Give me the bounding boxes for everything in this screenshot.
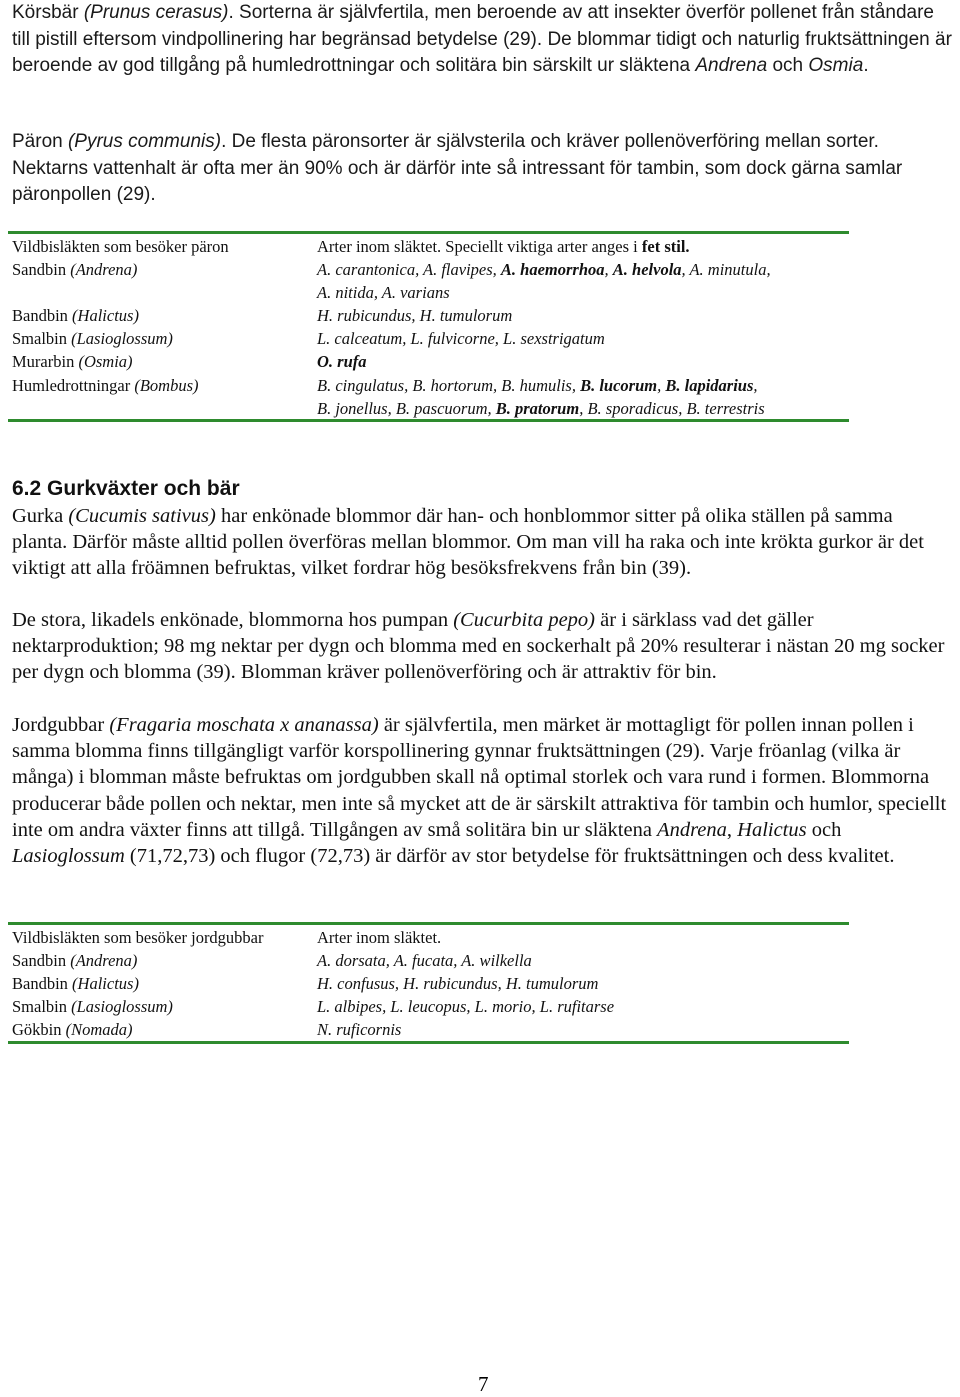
table-row	[8, 926, 848, 949]
text-run: (Nomada)	[65, 1020, 133, 1040]
text-run: har enkönade blommor där han- och honblommor sitter på olika ställen på samma planta. Därför måste alltid pollen överföras mellan blommor. Om man vill ha raka och inte krökta gurkor är det viktigt att alla fröämnen befruktas, vilket fordrar hög besöksfrekvens från bin (39).	[12, 505, 924, 580]
genus-cell	[8, 995, 313, 1018]
table-pear-bees	[8, 235, 848, 420]
species-cell	[313, 327, 848, 350]
text-run: B. jonellus, B. pascuorum,	[317, 398, 496, 418]
text-run: , B. sporadicus, B. terrestris	[579, 398, 765, 418]
table1-bottom-rule	[8, 419, 849, 422]
species-cell	[313, 995, 848, 1018]
text-run: B. lapidarius	[665, 375, 754, 395]
species-cell	[313, 281, 848, 304]
genus-cell	[8, 281, 313, 304]
text-run: Körsbär	[12, 2, 84, 23]
text-run: Sandbin	[12, 260, 71, 280]
text-run: B. pratorum	[495, 398, 580, 418]
section-heading	[12, 476, 952, 502]
text-run: är självfertila, men märket är mottagligt för pollen innan pollen i samma blomma finns tillgängligt varför korspollinering gynnar fruktsättningen (29). Varje fröanlag (vilka är många) i blomman måste befruktas om jordgubben skall nå optimal storlek och vara rund i formen. Blommorna producerar både pollen och nektar, men inte så mycket att de är särskilt attraktiva för tambin och humlor, speciellt inte om andra växter finns att tillgå. Tillgången av små solitära bin ur släktena	[12, 714, 947, 841]
text-run: .	[863, 55, 869, 76]
text-run: Sandbin	[12, 951, 71, 971]
section-number: 6.2	[12, 477, 42, 500]
species-cell	[313, 235, 848, 258]
table2-top-rule	[8, 922, 849, 925]
table-row	[8, 949, 848, 972]
table-row	[8, 327, 848, 350]
text-run: Jordgubbar	[12, 714, 110, 736]
text-run: Osmia	[808, 55, 864, 76]
text-run: Päron	[12, 131, 68, 152]
genus-cell	[8, 1018, 313, 1041]
text-run: (Lasioglossum)	[71, 329, 173, 349]
text-run: (Andrena)	[70, 951, 138, 971]
text-run: N. ruficornis	[317, 1020, 402, 1040]
text-run: ,	[753, 375, 758, 395]
text-run: L. calceatum, L. fulvicorne, L. sexstrigatum	[317, 329, 605, 349]
species-cell	[313, 374, 848, 397]
paragraph-gurka	[12, 503, 952, 582]
text-run: A. helvola	[612, 260, 682, 280]
text-run: (Osmia)	[78, 352, 133, 372]
text-run: (Cucumis sativus)	[68, 505, 216, 527]
text-run: fet stil.	[641, 237, 690, 256]
text-run: H. rubicundus, H. tumulorum	[317, 306, 513, 326]
genus-cell	[8, 235, 313, 258]
paragraph-jordgubbar	[12, 712, 952, 869]
text-run: Gurka	[12, 505, 69, 527]
genus-cell	[8, 258, 313, 281]
genus-cell	[8, 374, 313, 397]
text-run: ,	[726, 818, 738, 841]
text-run: Lasioglossum	[12, 845, 125, 868]
text-run: Arter inom släktet. Speciellt viktiga arter anges i	[317, 237, 642, 256]
text-run: Bandbin	[12, 306, 73, 326]
text-run: (71,72,73) och flugor (72,73) är därför av stor betydelse för fruktsättningen och dess kvalitet.	[124, 845, 895, 868]
table-row	[8, 258, 848, 281]
species-cell	[313, 350, 848, 373]
text-run: Vildbisläkten som besöker päron	[12, 237, 229, 256]
page-number: 7	[478, 1372, 489, 1396]
genus-cell	[8, 972, 313, 995]
text-run: (Bombus)	[134, 375, 199, 395]
text-run: (Lasioglossum)	[71, 997, 173, 1017]
species-cell	[313, 1018, 848, 1041]
text-run: (Fragaria moschata x ananassa)	[109, 714, 379, 736]
text-run: A. haemorrhoa	[500, 260, 605, 280]
text-run: B. lucorum	[580, 375, 658, 395]
text-run: är i särklass vad det gäller nektarproduktion; 98 mg nektar per dygn och blomma med en sockerhalt på 20% resulterar i nästan 20 mg socker per dygn och blomma (39). Blomman kräver pollenöverföring och är attraktiv för bin.	[12, 609, 945, 684]
genus-cell	[8, 926, 313, 949]
text-run: Smalbin	[12, 997, 72, 1017]
text-run: Smalbin	[12, 329, 72, 349]
text-run: H. confusus, H. rubicundus, H. tumulorum	[317, 974, 599, 994]
text-run: Halictus	[737, 818, 807, 841]
text-run: Andrena	[695, 55, 768, 76]
text-run: (Andrena)	[70, 260, 138, 280]
table-row	[8, 995, 848, 1018]
text-run: Bandbin	[12, 974, 73, 994]
text-run: B. cingulatus, B. hortorum, B. humulis,	[317, 375, 581, 395]
paragraph-korsbar	[12, 0, 952, 80]
table2-bottom-rule	[8, 1041, 849, 1044]
text-run: Vildbisläkten som besöker jordgubbar	[12, 928, 264, 947]
species-cell	[313, 258, 848, 281]
text-run: A. carantonica, A. flavipes,	[317, 260, 501, 280]
text-run: L. albipes, L. leucopus, L. morio, L. rufitarse	[317, 997, 615, 1017]
genus-cell	[8, 304, 313, 327]
text-run: och	[806, 818, 842, 841]
text-run: A. dorsata, A. fucata, A. wilkella	[317, 951, 532, 971]
table-row	[8, 972, 848, 995]
text-run: och	[767, 55, 809, 76]
text-run: ,	[604, 260, 613, 280]
species-cell	[313, 304, 848, 327]
table-row	[8, 374, 848, 397]
table-row	[8, 304, 848, 327]
species-cell	[313, 949, 848, 972]
paragraph-paron	[12, 129, 952, 209]
table-row	[8, 397, 848, 420]
text-run: . De flesta päronsorter är självsterila och kräver pollenöverföring mellan sorter. Nektarns vattenhalt är ofta mer än 90% och är därför inte så intressant för tambin, som dock gärna samlar päronpollen (29).	[12, 131, 903, 205]
species-cell	[313, 972, 848, 995]
table-row	[8, 350, 848, 373]
genus-cell	[8, 350, 313, 373]
text-run: A. nitida, A. varians	[317, 283, 450, 303]
text-run: (Halictus)	[72, 974, 139, 994]
text-run: (Cucurbita pepo)	[453, 609, 596, 631]
text-run: De stora, likadels enkönade, blommorna hos pumpan	[12, 609, 454, 631]
text-run: (Prunus cerasus)	[83, 2, 229, 23]
text-run: (Halictus)	[72, 306, 139, 326]
text-run: Arter inom släktet.	[317, 928, 442, 947]
table-strawberry-bees	[8, 926, 848, 1041]
genus-cell	[8, 949, 313, 972]
species-cell	[313, 397, 848, 420]
genus-cell	[8, 327, 313, 350]
text-run: , A. minutula,	[681, 260, 771, 280]
table1-top-rule	[8, 231, 849, 234]
text-run: (Pyrus communis)	[67, 131, 222, 152]
text-run: ,	[657, 375, 666, 395]
species-cell	[313, 926, 848, 949]
table-row	[8, 235, 848, 258]
genus-cell	[8, 397, 313, 420]
text-run: Murarbin	[12, 352, 79, 372]
table-row	[8, 281, 848, 304]
section-title: Gurkväxter och bär	[41, 477, 240, 500]
paragraph-pumpa	[12, 607, 952, 686]
text-run: O. rufa	[317, 352, 367, 372]
text-run: . Sorterna är självfertila, men beroende av att insekter överför pollenet från ståndare till pistill eftersom vindpollinering har begränsad betydelse (29). De blommar tidigt och naturlig fruktsättningen är beroende av god tillgång på humledrottningar och solitära bin särskilt ur släktena	[12, 2, 952, 76]
text-run: Humledrottningar	[12, 375, 135, 395]
text-run: Gökbin	[12, 1020, 66, 1040]
table-row	[8, 1018, 848, 1041]
text-run: Andrena	[657, 818, 727, 841]
